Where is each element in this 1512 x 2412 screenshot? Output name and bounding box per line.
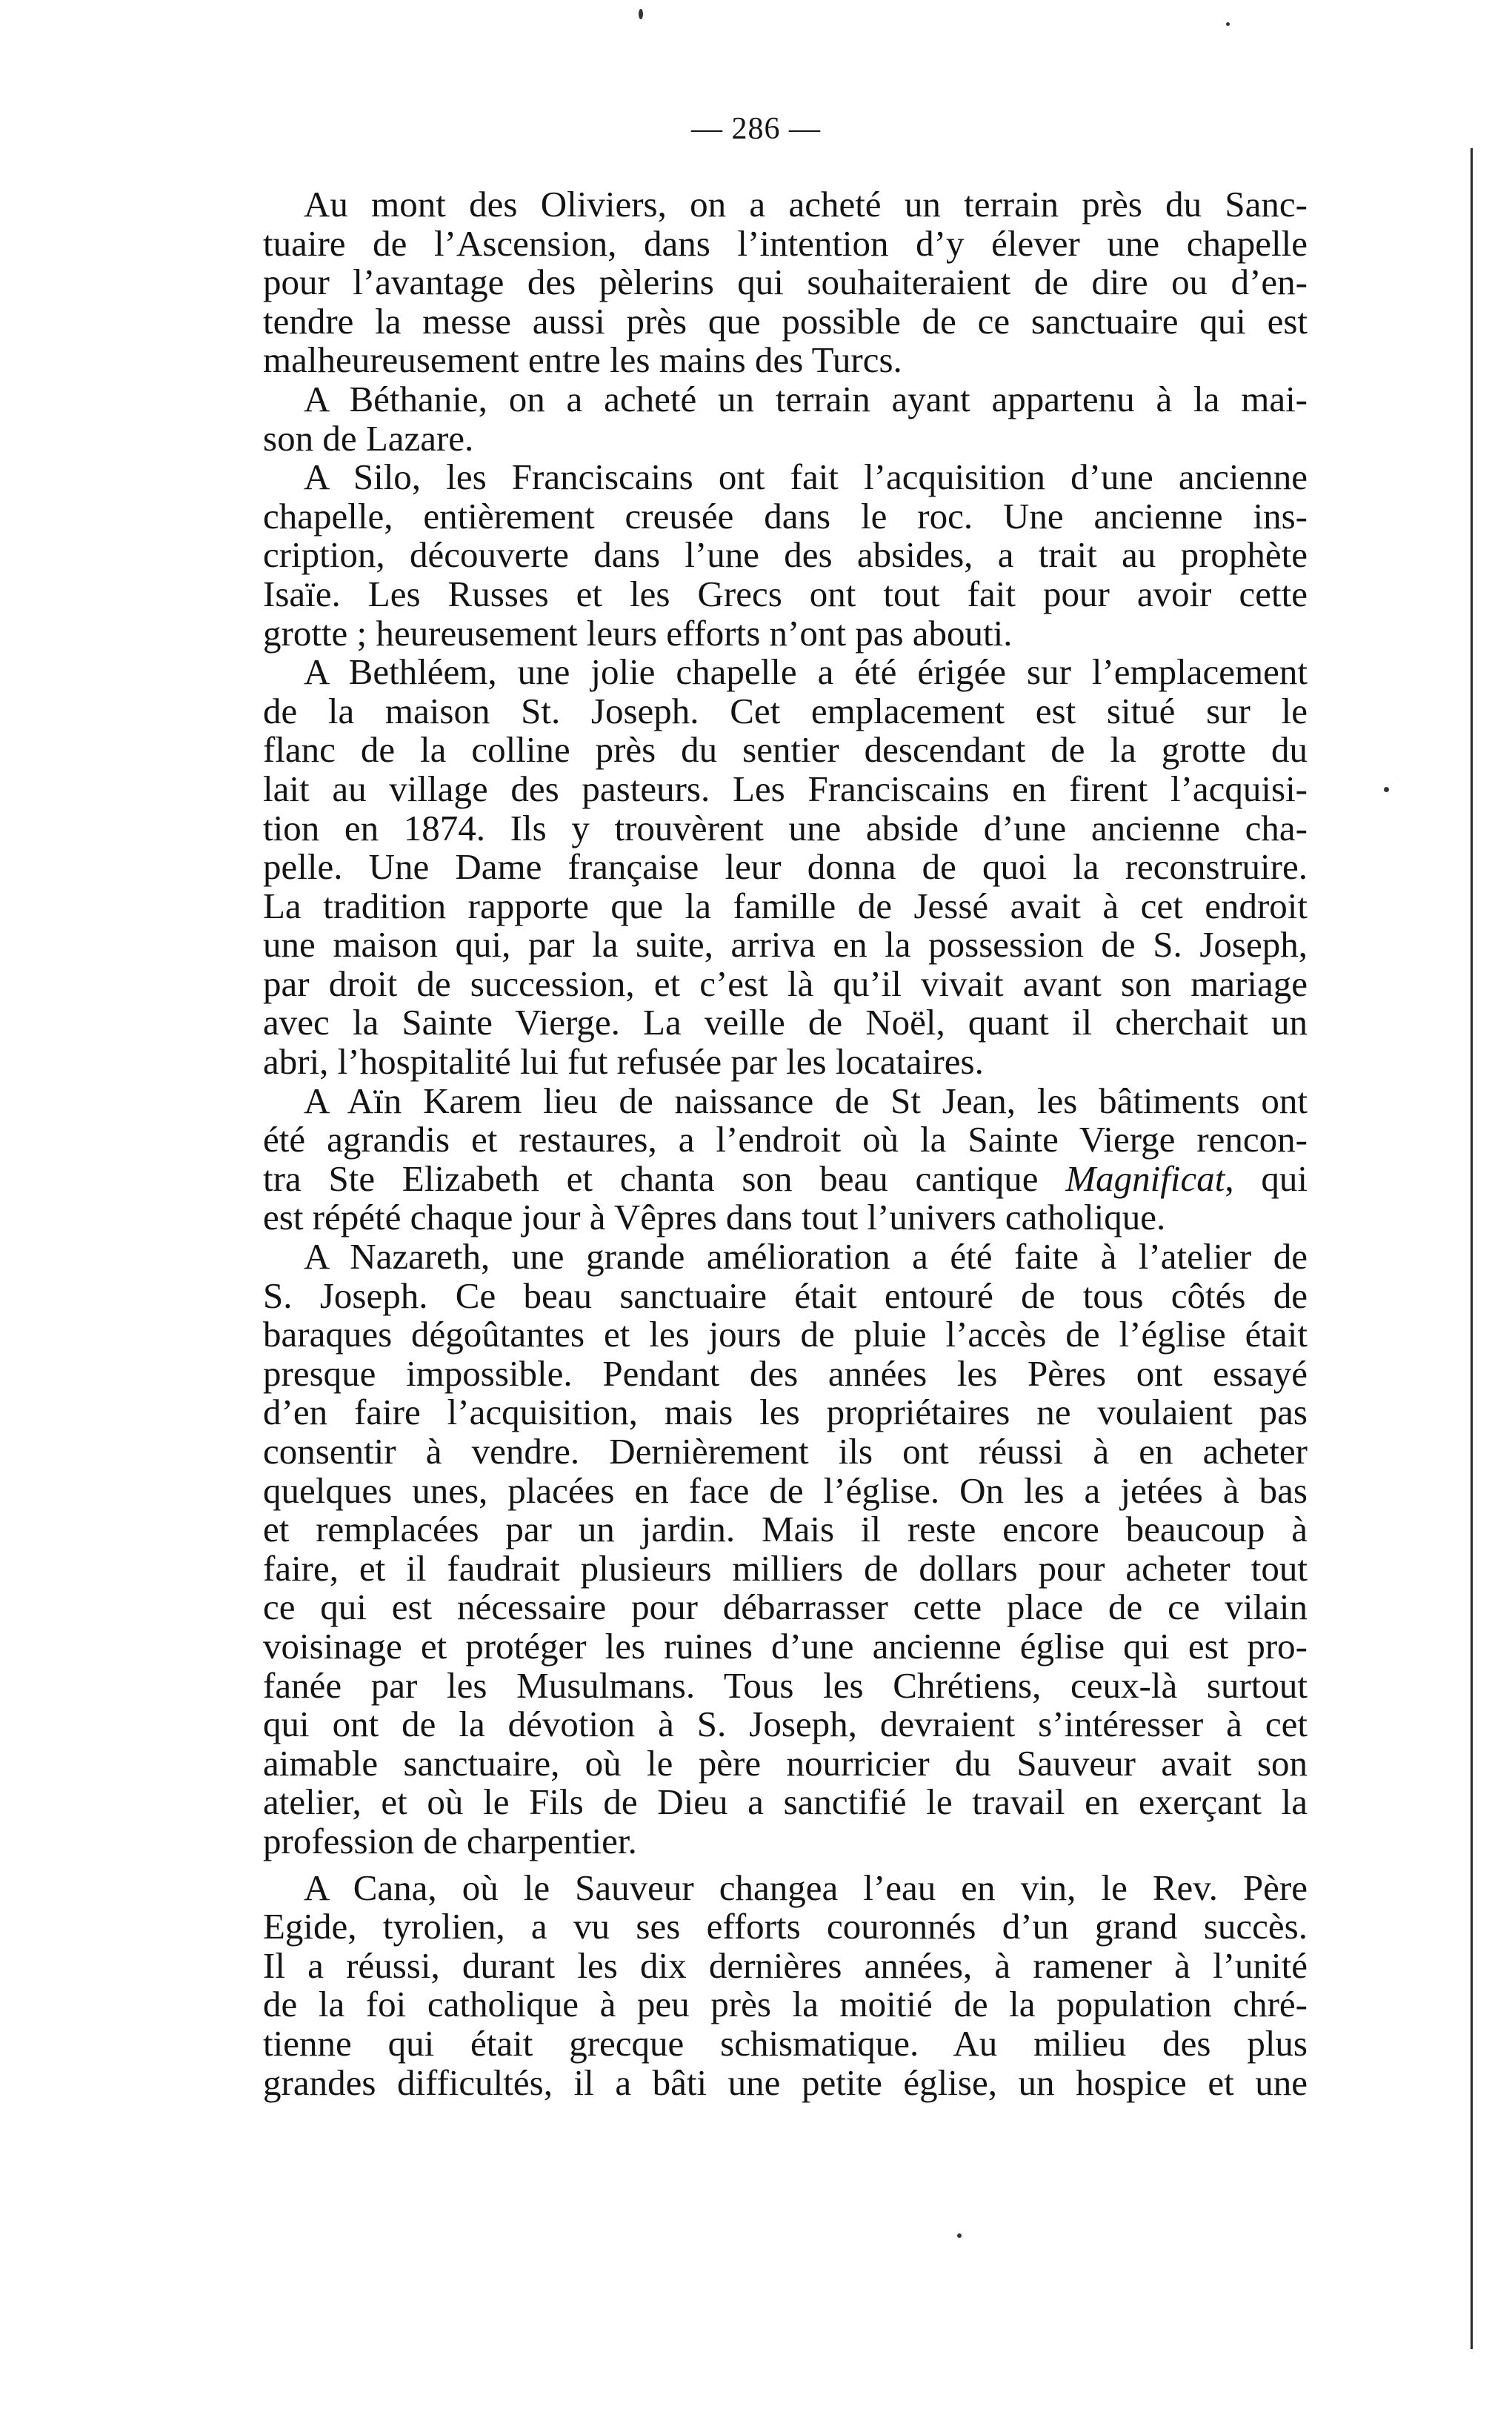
text-line: Au mont des Oliviers, on a acheté un terrain près du Sanc- [304,184,1308,225]
scan-speck [957,2233,962,2238]
text-line: est répété chaque jour à Vêpres dans tout l’univers catholique. [263,1197,1166,1238]
page-number: — 286 — [691,112,821,146]
scan-speck [1226,22,1230,26]
text-line: S. Joseph. Ce beau sanctuaire était entouré de tous côtés de [263,1275,1308,1316]
text-line: de la maison St. Joseph. Cet emplacement est situé sur le [263,690,1308,731]
binding-edge-rule [1471,148,1473,2349]
text-line: une maison qui, par la suite, arriva en la possession de S. Joseph, [263,924,1308,966]
text-line: voisinage et protéger les ruines d’une ancienne église qui est pro- [263,1625,1308,1667]
text-line: aimable sanctuaire, où le père nourricier du Sauveur avait son [263,1742,1308,1784]
text-line: A Cana, où le Sauveur changea l’eau en vin, le Rev. Père [304,1867,1308,1908]
text-line: fanée par les Musulmans. Tous les Chrétiens, ceux-là surtout [263,1664,1308,1706]
text-line: grandes difficultés, il a bâti une petite église, un hospice et une [263,2062,1308,2103]
text-line: lait au village des pasteurs. Les Franciscains en firent l’acquisi- [263,768,1308,809]
text-line: été agrandis et restaures, a l’endroit où la Sainte Vierge rencon- [263,1119,1308,1160]
text-line: La tradition rapporte que la famille de Jessé avait à cet endroit [263,885,1308,926]
text-line: quelques unes, placées en face de l’église. On les a jetées à bas [263,1469,1308,1511]
text-line: avec la Sainte Vierge. La veille de Noël, quant il cherchait un [263,1002,1308,1043]
text-line: A Béthanie, on a acheté un terrain ayant appartenu à la mai- [304,378,1308,419]
text-line: faire, et il faudrait plusieurs milliers de dollars pour acheter tout [263,1547,1308,1589]
text-line: cription, découverte dans l’une des absides, a trait au prophète [263,534,1308,576]
text-line: malheureusement entre les mains des Turcs. [263,339,902,381]
scan-speck [1384,787,1389,792]
text-line: presque impossible. Pendant des années les Pères ont essayé [263,1352,1308,1394]
text-line: de la foi catholique à peu près la moitié de la population chré- [263,1984,1308,2025]
text-line: qui ont de la dévotion à S. Joseph, devraient s’intéresser à cet [263,1704,1308,1745]
text-line: A Aïn Karem lieu de naissance de St Jean, les bâtiments ont [304,1080,1308,1121]
text-line: chapelle, entièrement creusée dans le roc. Une ancienne ins- [263,495,1308,536]
text-line: A Silo, les Franciscains ont fait l’acquisition d’une ancienne [304,456,1308,498]
text-line: d’en faire l’acquisition, mais les propriétaires ne voulaient pas [263,1392,1308,1433]
text-line: Egide, tyrolien, a vu ses efforts couronnés d’un grand succès. [263,1906,1308,1947]
text-line: baraques dégoûtantes et les jours de pluie l’accès de l’église était [263,1314,1308,1355]
text-line: consentir à vendre. Dernièrement ils ont réussi à en acheter [263,1431,1308,1472]
body-text [263,185,1308,2102]
text-line: Il a réussi, durant les dix dernières années, à ramener à l’unité [263,1944,1308,1986]
text-line: grotte ; heureusement leurs efforts n’ont pas abouti. [263,612,1013,654]
text-line: tienne qui était grecque schismatique. Au milieu des plus [263,2022,1308,2064]
scan-speck [639,9,643,19]
text-line: tuaire de l’Ascension, dans l’intention d’y élever une chapelle [263,222,1308,264]
text-line: pelle. Une Dame française leur donna de quoi la reconstruire. [263,846,1308,888]
text-line: flanc de la colline près du sentier descendant de la grotte du [263,729,1308,771]
text-line: abri, l’hospitalité lui fut refusée par les locataires. [263,1041,984,1083]
text-line: tra Ste Elizabeth et chanta son beau cantique Magnificat, qui [263,1157,1308,1199]
text-line: Isaïe. Les Russes et les Grecs ont tout fait pour avoir cette [263,573,1308,614]
text-line: son de Lazare. [263,417,474,459]
text-line: pour l’avantage des pèlerins qui souhaiteraient de dire ou d’en- [263,262,1308,303]
text-line: par droit de succession, et c’est là qu’il vivait avant son mariage [263,963,1308,1004]
italic-title: Magnificat [1065,1157,1225,1199]
text-line: tion en 1874. Ils y trouvèrent une abside d’une ancienne cha- [263,807,1308,848]
text-line: et remplacées par un jardin. Mais il reste encore beaucoup à [263,1509,1308,1550]
text-line: A Bethléem, une jolie chapelle a été érigée sur l’emplacement [304,651,1308,693]
text-line: atelier, et où le Fils de Dieu a sanctifié le travail en exerçant la [263,1781,1308,1823]
text-line: tendre la messe aussi près que possible de ce sanctuaire qui est [263,300,1308,342]
text-line: A Nazareth, une grande amélioration a été faite à l’atelier de [304,1236,1308,1278]
text-line: profession de charpentier. [263,1820,637,1861]
text-line: ce qui est nécessaire pour débarrasser cette place de ce vilain [263,1587,1308,1628]
